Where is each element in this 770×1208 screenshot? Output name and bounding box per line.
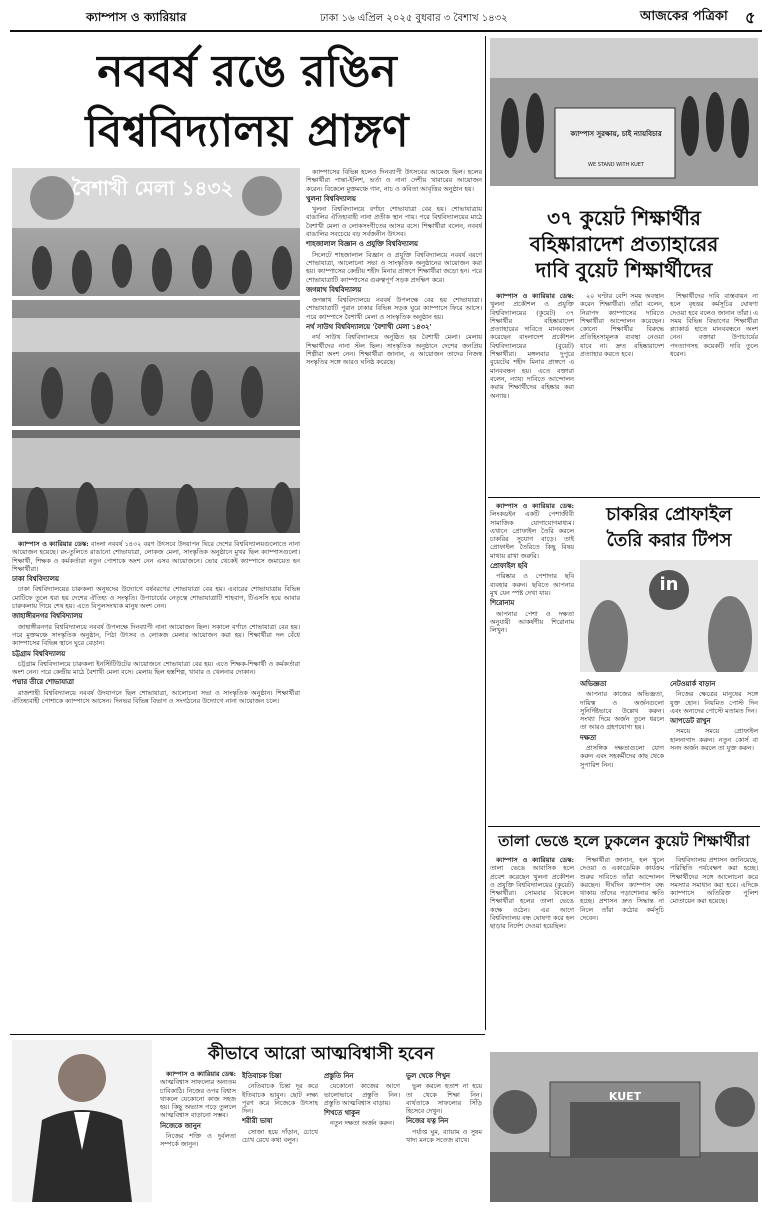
- paragraph: [670, 856, 758, 906]
- subheading: চট্টগ্রাম বিশ্ববিদ্যালয়: [12, 649, 66, 658]
- paragraph-text: শিক্ষার্থীদের দাবি বাস্তবায়ন না হলে বৃহত্তর কর্মসূচির ঘোষণা দেওয়া হবে বলেও জানান তাঁরা। এ সময় বিভিন্ন বিভাগের শিক্ষার্থীরা প্ল্যাকার্ড হাতে মানববন্ধনে অংশ নেন। বক্তারা উপাচার্যের পদত্যাগসহ কয়েকটি দাবি তুলে ধরেন।: [670, 292, 758, 359]
- subheading: শাহজালাল বিজ্ঞান ও প্রযুক্তি বিশ্ববিদ্যালয়: [306, 240, 418, 249]
- paragraph-text: রাজশাহী বিশ্ববিদ্যালয়ে নববর্ষ উদযাপনে ছিল শোভাযাত্রা, আলোচনা সভা ও সাংস্কৃতিক অনুষ্ঠান। শিক্ষার্থীরা ঐতিহ্যবাহী পোশাকে ক্যাম্পাসে আসেন। দিনভর বিভিন্ন বিভাগ ও সংগঠনের উদ্যোগে নানা আয়োজন চলে।: [12, 688, 300, 706]
- subheading: নর্থ সাউথ বিশ্ববিদ্যালয়ে 'বৈশাখী মেলা ১৪৩২': [306, 323, 432, 332]
- subheading: নিজেকে জানুন: [160, 1121, 201, 1130]
- paragraph-text: পরিষ্কার ও পেশাদার ছবি ব্যবহার করুন। ছবিতে আপনার মুখ যেন স্পষ্ট দেখা যায়।: [490, 572, 574, 597]
- paragraph: [490, 856, 574, 931]
- lock-col-1: [490, 856, 574, 1046]
- lock-col-2: [580, 856, 664, 1046]
- main-col-1: [12, 540, 300, 1030]
- paragraph: [580, 690, 664, 731]
- paragraph-text: নিজের শক্তি ও দুর্বলতা সম্পর্কে জানুন।: [160, 1132, 236, 1149]
- kuet-title-line1: ৩৭ কুয়েট শিক্ষার্থীর: [547, 206, 701, 230]
- confidence-hrule: [10, 1034, 485, 1035]
- main-title-line2: বিশ্ববিদ্যালয় প্রাঙ্গণ: [85, 106, 409, 157]
- paragraph-text: বিশ্ববিদ্যালয় প্রশাসন জানিয়েছে, পরিস্থিতি পর্যবেক্ষণ করা হচ্ছে। শিক্ষার্থীদের সঙ্গে আলোচনা করে সমস্যার সমাধান করা হবে। এদিকে ক্যাম্পাসে অতিরিক্ত পুলিশ মোতায়েন করা হয়েছে।: [670, 856, 758, 906]
- main-col-2: [306, 168, 482, 1030]
- subheading: শিখতে থাকুন: [324, 1109, 360, 1118]
- paragraph-text: পর্যাপ্ত ঘুম, ব্যায়াম ও সুষম খাদ্য মনকে সতেজ রাখে।: [406, 1127, 482, 1145]
- paragraph: [406, 1082, 482, 1115]
- paragraph-text: খুলনা বিশ্ববিদ্যালয়ে বর্ণাঢ্য শোভাযাত্রা বের হয়। শোভাযাত্রায় বাঙালির ঐতিহ্যবাহী নানা প্রতীক স্থান পায়। পরে বিশ্ববিদ্যালয়ের মাঠে বৈশাখী মেলা ও লোকসংগীতের আসর বসে। শিক্ষার্থীরা বলেন, নববর্ষ বাঙালির সবচেয়ে বড় সর্বজনীন উৎসব।: [306, 205, 482, 239]
- festival-crowd-image: [12, 168, 300, 533]
- kuet-title-line3: দাবি বুয়েট শিক্ষার্থীদের: [535, 258, 713, 282]
- subheading: ঢাকা বিশ্ববিদ্যালয়: [12, 575, 59, 584]
- paragraph-text: ২০ ঘণ্টার বেশি সময় অবস্থান করেন শিক্ষার্থীরা। তাঁরা বলেন, নিরাপদ ক্যাম্পাসের দাবিতে শিক্ষার্থীরা আন্দোলন করেছেন। কোনো শিক্ষার্থীর বিরুদ্ধে প্রতিহিংসামূলক ব্যবস্থা নেওয়া যাবে না। দ্রুত বহিষ্কারাদেশ প্রত্যাহার করতে হবে।: [580, 292, 664, 359]
- byline-lead: ক্যাম্পাস ও ক্যারিয়ার ডেস্ক:: [166, 1070, 236, 1078]
- paragraph: [12, 660, 300, 677]
- photo-banner-text: বৈশাখী মেলা ১৪৩২: [72, 176, 234, 200]
- paragraph: [306, 205, 482, 238]
- paragraph-text: খুলনা প্রকৌশল ও প্রযুক্তি বিশ্ববিদ্যালয়ের (কুয়েট) ৩৭ শিক্ষার্থীর বহিষ্কারাদেশ প্রত্যাহারের দাবিতে মানববন্ধন করেছেন বাংলাদেশ প্রকৌশল বিশ্ববিদ্যালয়ের (বুয়েট) শিক্ষার্থীরা। মঙ্গলবার দুপুরে বুয়েটের শহীদ মিনার প্রাঙ্গণে এ মানববন্ধন হয়। এতে বক্তারা বলেন, ন্যায্য দাবিতে আন্দোলন করায় শিক্ষার্থীদের বহিষ্কার করা অন্যায়।: [490, 300, 574, 400]
- career-title-line1: চাকরির প্রোফাইল: [606, 504, 732, 525]
- paragraph-text: প্রাসঙ্গিক দক্ষতাগুলো যোগ করুন এবং সহকর্মীদের কাছ থেকে সুপারিশ নিন।: [580, 744, 664, 769]
- main-photo: [12, 168, 300, 533]
- paragraph: [490, 502, 574, 560]
- kuet-col-2: [580, 292, 664, 492]
- paragraph-text: জাহাঙ্গীরনগর বিশ্ববিদ্যালয়ে নববর্ষ উপলক্ষে দিনব্যাপী নানা আয়োজন ছিল। সকালে বর্ণাঢ্য শোভাযাত্রা বের হয়। পরে মুক্তমঞ্চে সাংস্কৃতিক অনুষ্ঠান, পিঠা উৎসব ও লোকজ মেলার আয়োজন করা হয়। শিক্ষার্থীরা দল বেঁধে ক্যাম্পাসের বিভিন্ন স্থানে ঘুরে বেড়ান।: [12, 622, 300, 648]
- paragraph-text: যেকোনো কাজের আগে ভালোভাবে প্রস্তুতি নিন। প্রস্তুতি আত্মবিশ্বাস বাড়ায়।: [324, 1082, 400, 1107]
- kuet-gate-text: KUET: [608, 1090, 642, 1103]
- dateline: ঢাকা ১৬ এপ্রিল ২০২৫ বুধবার ৩ বৈশাখ ১৪৩২: [320, 13, 508, 24]
- confidence-photo: [12, 1040, 152, 1202]
- confidence-col-2: [242, 1070, 318, 1204]
- byline-lead: ক্যাম্পাস ও ক্যারিয়ার ডেস্ক:: [496, 856, 574, 864]
- subheading: শিরোনাম: [490, 599, 515, 608]
- paragraph-text: নিজের ক্ষেত্রের মানুষের সঙ্গে যুক্ত হোন। নিয়মিত পোস্ট দিন এবং অন্যদের পোস্টে মতামত দিন।: [670, 690, 758, 715]
- header-rule: [10, 30, 762, 32]
- subheading: প্রস্তুতি নিন: [324, 1072, 354, 1080]
- subheading: অভিজ্ঞতা: [580, 680, 607, 688]
- subheading: জগন্নাথ বিশ্ববিদ্যালয়: [306, 285, 362, 294]
- paragraph-text: নতুন দক্ষতা অর্জন করুন।: [330, 1119, 395, 1128]
- paragraph: [490, 572, 574, 597]
- byline-lead: ক্যাম্পাস ও ক্যারিয়ার ডেস্ক:: [496, 292, 574, 300]
- subheading: জাহাঙ্গীরনগর বিশ্ববিদ্যালয়: [12, 612, 83, 621]
- paragraph: [324, 1119, 400, 1127]
- lock-col-3: [670, 856, 758, 1046]
- businessman-image: [12, 1040, 152, 1202]
- kuet-col-1: [490, 292, 574, 492]
- subheading: ইতিবাচক চিন্তা: [242, 1072, 282, 1080]
- paragraph: [580, 292, 664, 358]
- lock-title: তালা ভেঙে হলে ঢুকলেন কুয়েট শিক্ষার্থীরা: [498, 832, 750, 850]
- paragraph: [670, 690, 758, 715]
- paragraph-text: লিংকডইন একটি পেশাজীবী সামাজিক যোগাযোগমাধ্যম। এখানে প্রোফাইল তৈরি করলে চাকরির সুযোগ বাড়ে। তাই প্রোফাইল তৈরিতে কিছু বিষয় মাথায় রাখা জরুরি।: [490, 510, 574, 560]
- subheading: প্রোফাইল ছবি: [490, 562, 528, 571]
- paragraph: [160, 1132, 236, 1149]
- paragraph: [306, 251, 482, 284]
- paragraph: [242, 1082, 318, 1115]
- confidence-col-1: [160, 1070, 236, 1204]
- paragraph: [12, 540, 300, 573]
- paragraph-text: ঢাকা বিশ্ববিদ্যালয়ের চারুকলা অনুষদের উদ্যোগে বর্ষবরণের শোভাযাত্রা বের হয়। এবারের শোভাযাত্রায় বিভিন্ন মোটিফে তুলে ধরা হয় দেশের ঐতিহ্য ও সংস্কৃতি। উপাচার্যের নেতৃত্বে শোভাযাত্রাটি শাহবাগ, টিএসসি হয়ে আবার চারুকলায় গিয়ে শেষ হয়। এতে বিপুলসংখ্যক মানুষ অংশ নেন।: [12, 585, 300, 611]
- paragraph-text: নেতিবাচক চিন্তা দূর করে ইতিবাচক ভাবুন। ছোট লক্ষ্য পূরণ করে নিজেকে উৎসাহ দিন।: [242, 1082, 318, 1116]
- section-name: ক্যাম্পাস ও ক্যারিয়ার: [86, 10, 187, 24]
- paragraph: [490, 292, 574, 400]
- paragraph-text: আপনার পেশা ও দক্ষতা অনুযায়ী আকর্ষণীয় শিরোনাম লিখুন।: [490, 609, 574, 635]
- subheading: নেটওয়ার্ক বাড়ান: [670, 680, 716, 688]
- paragraph: [12, 623, 300, 648]
- main-title-line1: নববর্ষ রঙে রঙিন: [97, 46, 397, 97]
- paragraph-text: আপনার কাজের অভিজ্ঞতা, দায়িত্ব ও অর্জনগুলো সুনির্দিষ্টভাবে উল্লেখ করুন। সংখ্যা দিয়ে অর্জন তুলে ধরলে তা আরও গ্রহণযোগ্য হয়।: [580, 690, 664, 732]
- paragraph: [580, 856, 664, 922]
- kuet-hrule: [488, 497, 760, 498]
- paragraph: [670, 727, 758, 752]
- subheading: দক্ষতা: [580, 733, 597, 742]
- paragraph-text: সিলেটে শাহজালাল বিজ্ঞান ও প্রযুক্তি বিশ্ববিদ্যালয়ে নববর্ষ বরণে শোভাযাত্রা, আলোচনা সভা ও সাংস্কৃতিক অনুষ্ঠানের আয়োজন করা হয়। ক্যাম্পাসের কেন্দ্রীয় শহীদ মিনার প্রাঙ্গণে শিক্ষার্থীরা জড়ো হন। পরে শোভাযাত্রাটি ক্যাম্পাসের গুরুত্বপূর্ণ সড়ক প্রদক্ষিণ করে।: [306, 250, 482, 284]
- kuet-protest-photo: [490, 38, 758, 186]
- subheading: আপডেট রাখুন: [670, 717, 711, 726]
- kuet-col-3: [670, 292, 758, 492]
- lock-photo: [490, 1052, 758, 1202]
- career-col-3: [670, 678, 758, 822]
- subheading: নিজের যত্ন নিন: [406, 1117, 449, 1126]
- main-vrule: [485, 36, 486, 1030]
- paragraph: [306, 296, 482, 321]
- paragraph-text: চট্টগ্রাম বিশ্ববিদ্যালয়ে চারুকলা ইনস্টিটিউটের আয়োজনে শোভাযাত্রা বের হয়। এতে শিক্ষক-শিক্ষার্থী ও কর্মকর্তারা অংশ নেন। পরে কেন্দ্রীয় মাঠে বৈশাখী মেলা বসে। মেলায় ছিল হস্তশিল্প, খাবার ও খেলনার দোকান।: [12, 659, 300, 677]
- paragraph-text: ভুল করলে হতাশ না হয়ে তা থেকে শিক্ষা নিন। ব্যর্থতাকে সাফল্যের সিঁড়ি হিসেবে দেখুন।: [406, 1082, 482, 1116]
- paragraph: [580, 744, 664, 769]
- career-col-2: [580, 678, 664, 822]
- paragraph: [306, 168, 482, 193]
- byline-lead: ক্যাম্পাস ও ক্যারিয়ার ডেস্ক:: [18, 540, 89, 548]
- paragraph: [670, 292, 758, 358]
- paragraph-text: বাংলা নববর্ষ ১৪৩২ বরণ উৎসবে উদযাপন ঘিরে দেশের বিশ্ববিদ্যালয়গুলোতে নানা আয়োজন হয়েছে। রং-তুলিতে রাঙানো শোভাযাত্রা, লোকজ মেলা, সাংস্কৃতিক অনুষ্ঠানে মুখর ছিল ক্যাম্পাসগুলো। শিক্ষার্থী, শিক্ষক ও কর্মকর্তারা নতুন পোশাকে অংশ নেন এসব আয়োজনে। ভোর থেকেই ক্যাম্পাসে জমায়েত হন শিক্ষার্থীরা।: [12, 540, 300, 573]
- paragraph-text: সোজা হয়ে দাঁড়ান, চোখে চোখ রেখে কথা বলুন।: [242, 1127, 318, 1145]
- linkedin-logo-text: in: [659, 574, 679, 595]
- paragraph: [324, 1082, 400, 1107]
- paragraph: [12, 689, 300, 706]
- confidence-col-3: [324, 1070, 400, 1204]
- paragraph-text: ক্যাম্পাসের বিভিন্ন হলেও দিনব্যাপী উৎসবের আমেজ ছিল। হলের শিক্ষার্থীরা পান্তা-ইলিশ, ভর্তা ও নানা দেশীয় খাবারের আয়োজন করেন। বিকেলে মুক্তমঞ্চে গান, নাচ ও কবিতা আবৃত্তির অনুষ্ঠান হয়।: [306, 168, 482, 193]
- paragraph-text: শিক্ষার্থীরা জানান, হল খুলে দেওয়া ও একাডেমিক কার্যক্রম শুরুর দাবিতে তাঁরা আন্দোলন করছেন। দীর্ঘদিন ক্যাম্পাস বন্ধ থাকায় তাঁদের পড়াশোনার ক্ষতি হচ্ছে। প্রশাসন দ্রুত সিদ্ধান্ত না নিলে তাঁরা কঠোর কর্মসূচি দেবেন।: [580, 856, 664, 923]
- byline-lead: ক্যাম্পাস ও ক্যারিয়ার ডেস্ক:: [496, 502, 574, 510]
- confidence-col-4: [406, 1070, 482, 1204]
- paragraph-text: সময়ে সময়ে প্রোফাইল হালনাগাদ করুন। নতুন কোর্স বা সনদ অর্জন করলে তা যুক্ত করুন।: [670, 727, 758, 753]
- paragraph: [160, 1070, 236, 1120]
- paragraph: [242, 1128, 318, 1145]
- confidence-title: কীভাবে আরো আত্মবিশ্বাসী হবেন: [208, 1044, 434, 1064]
- protest-subbanner-text: WE STAND WITH KUET: [588, 162, 644, 168]
- subheading: ভুল থেকে শিখুন: [406, 1072, 450, 1080]
- page-number: ৫: [745, 8, 756, 27]
- paragraph: [490, 610, 574, 635]
- subheading: শরীরী ভাষা: [242, 1117, 273, 1126]
- subheading: পদ্মার তীরে শোভাযাত্রা: [12, 678, 74, 687]
- kuet-title-line2: বহিষ্কারাদেশ প্রত্যাহারের: [529, 232, 719, 256]
- protest-banner-text: ক্যাম্পাস সুরক্ষায়, চাই ন্যায়বিচার: [570, 130, 662, 138]
- career-hrule: [488, 826, 760, 827]
- paragraph: [306, 333, 482, 366]
- paragraph-text: আত্মবিশ্বাস সাফল্যের অন্যতম চাবিকাঠি। নিজের ওপর বিশ্বাস থাকলে যেকোনো কাজ সহজ হয়। কিছু অভ্যাস গড়ে তুললে আত্মবিশ্বাস বাড়ানো সম্ভব।: [160, 1078, 236, 1120]
- career-photo: [580, 560, 758, 672]
- kuet-gate-image: [490, 1052, 758, 1202]
- paragraph: [12, 585, 300, 610]
- paragraph: [406, 1128, 482, 1145]
- career-title-line2: তৈরি করার টিপস: [606, 530, 732, 551]
- career-col-1: [490, 502, 574, 822]
- paragraph-text: তালা ভেঙে আবাসিক হলে প্রবেশ করেছেন খুলনা প্রকৌশল ও প্রযুক্তি বিশ্ববিদ্যালয়ের (কুয়েট) শিক্ষার্থীরা। সোমবার বিকেলে শিক্ষার্থীরা হলের তালা ভেঙে কক্ষে ওঠেন। এর আগে বিশ্ববিদ্যালয় বন্ধ ঘোষণা করে হল ছাড়ার নির্দেশ দেওয়া হয়েছিল।: [490, 864, 574, 931]
- paper-name: আজকের পত্রিকা: [640, 9, 728, 24]
- paragraph-text: নর্থ সাউথ বিশ্ববিদ্যালয়ে অনুষ্ঠিত হয় বৈশাখী মেলা। মেলায় শিক্ষার্থীদের নানা স্টল ছিল। সাংস্কৃতিক অনুষ্ঠানে দেশের জনপ্রিয় শিল্পীরা অংশ নেন। শিক্ষার্থীরা জানান, এ আয়োজন তাদের নিজস্ব সংস্কৃতির সঙ্গে আরও ঘনিষ্ঠ করেছে।: [306, 333, 482, 367]
- paragraph-text: জগন্নাথ বিশ্ববিদ্যালয়ে নববর্ষ উপলক্ষে বের হয় শোভাযাত্রা। শোভাযাত্রাটি পুরান ঢাকার বিভিন্ন সড়ক ঘুরে ক্যাম্পাসে ফিরে আসে। পরে ক্যাম্পাসে বৈশাখী মেলা ও সাংস্কৃতিক অনুষ্ঠান হয়।: [306, 296, 482, 321]
- subheading: খুলনা বিশ্ববিদ্যালয়: [306, 194, 356, 203]
